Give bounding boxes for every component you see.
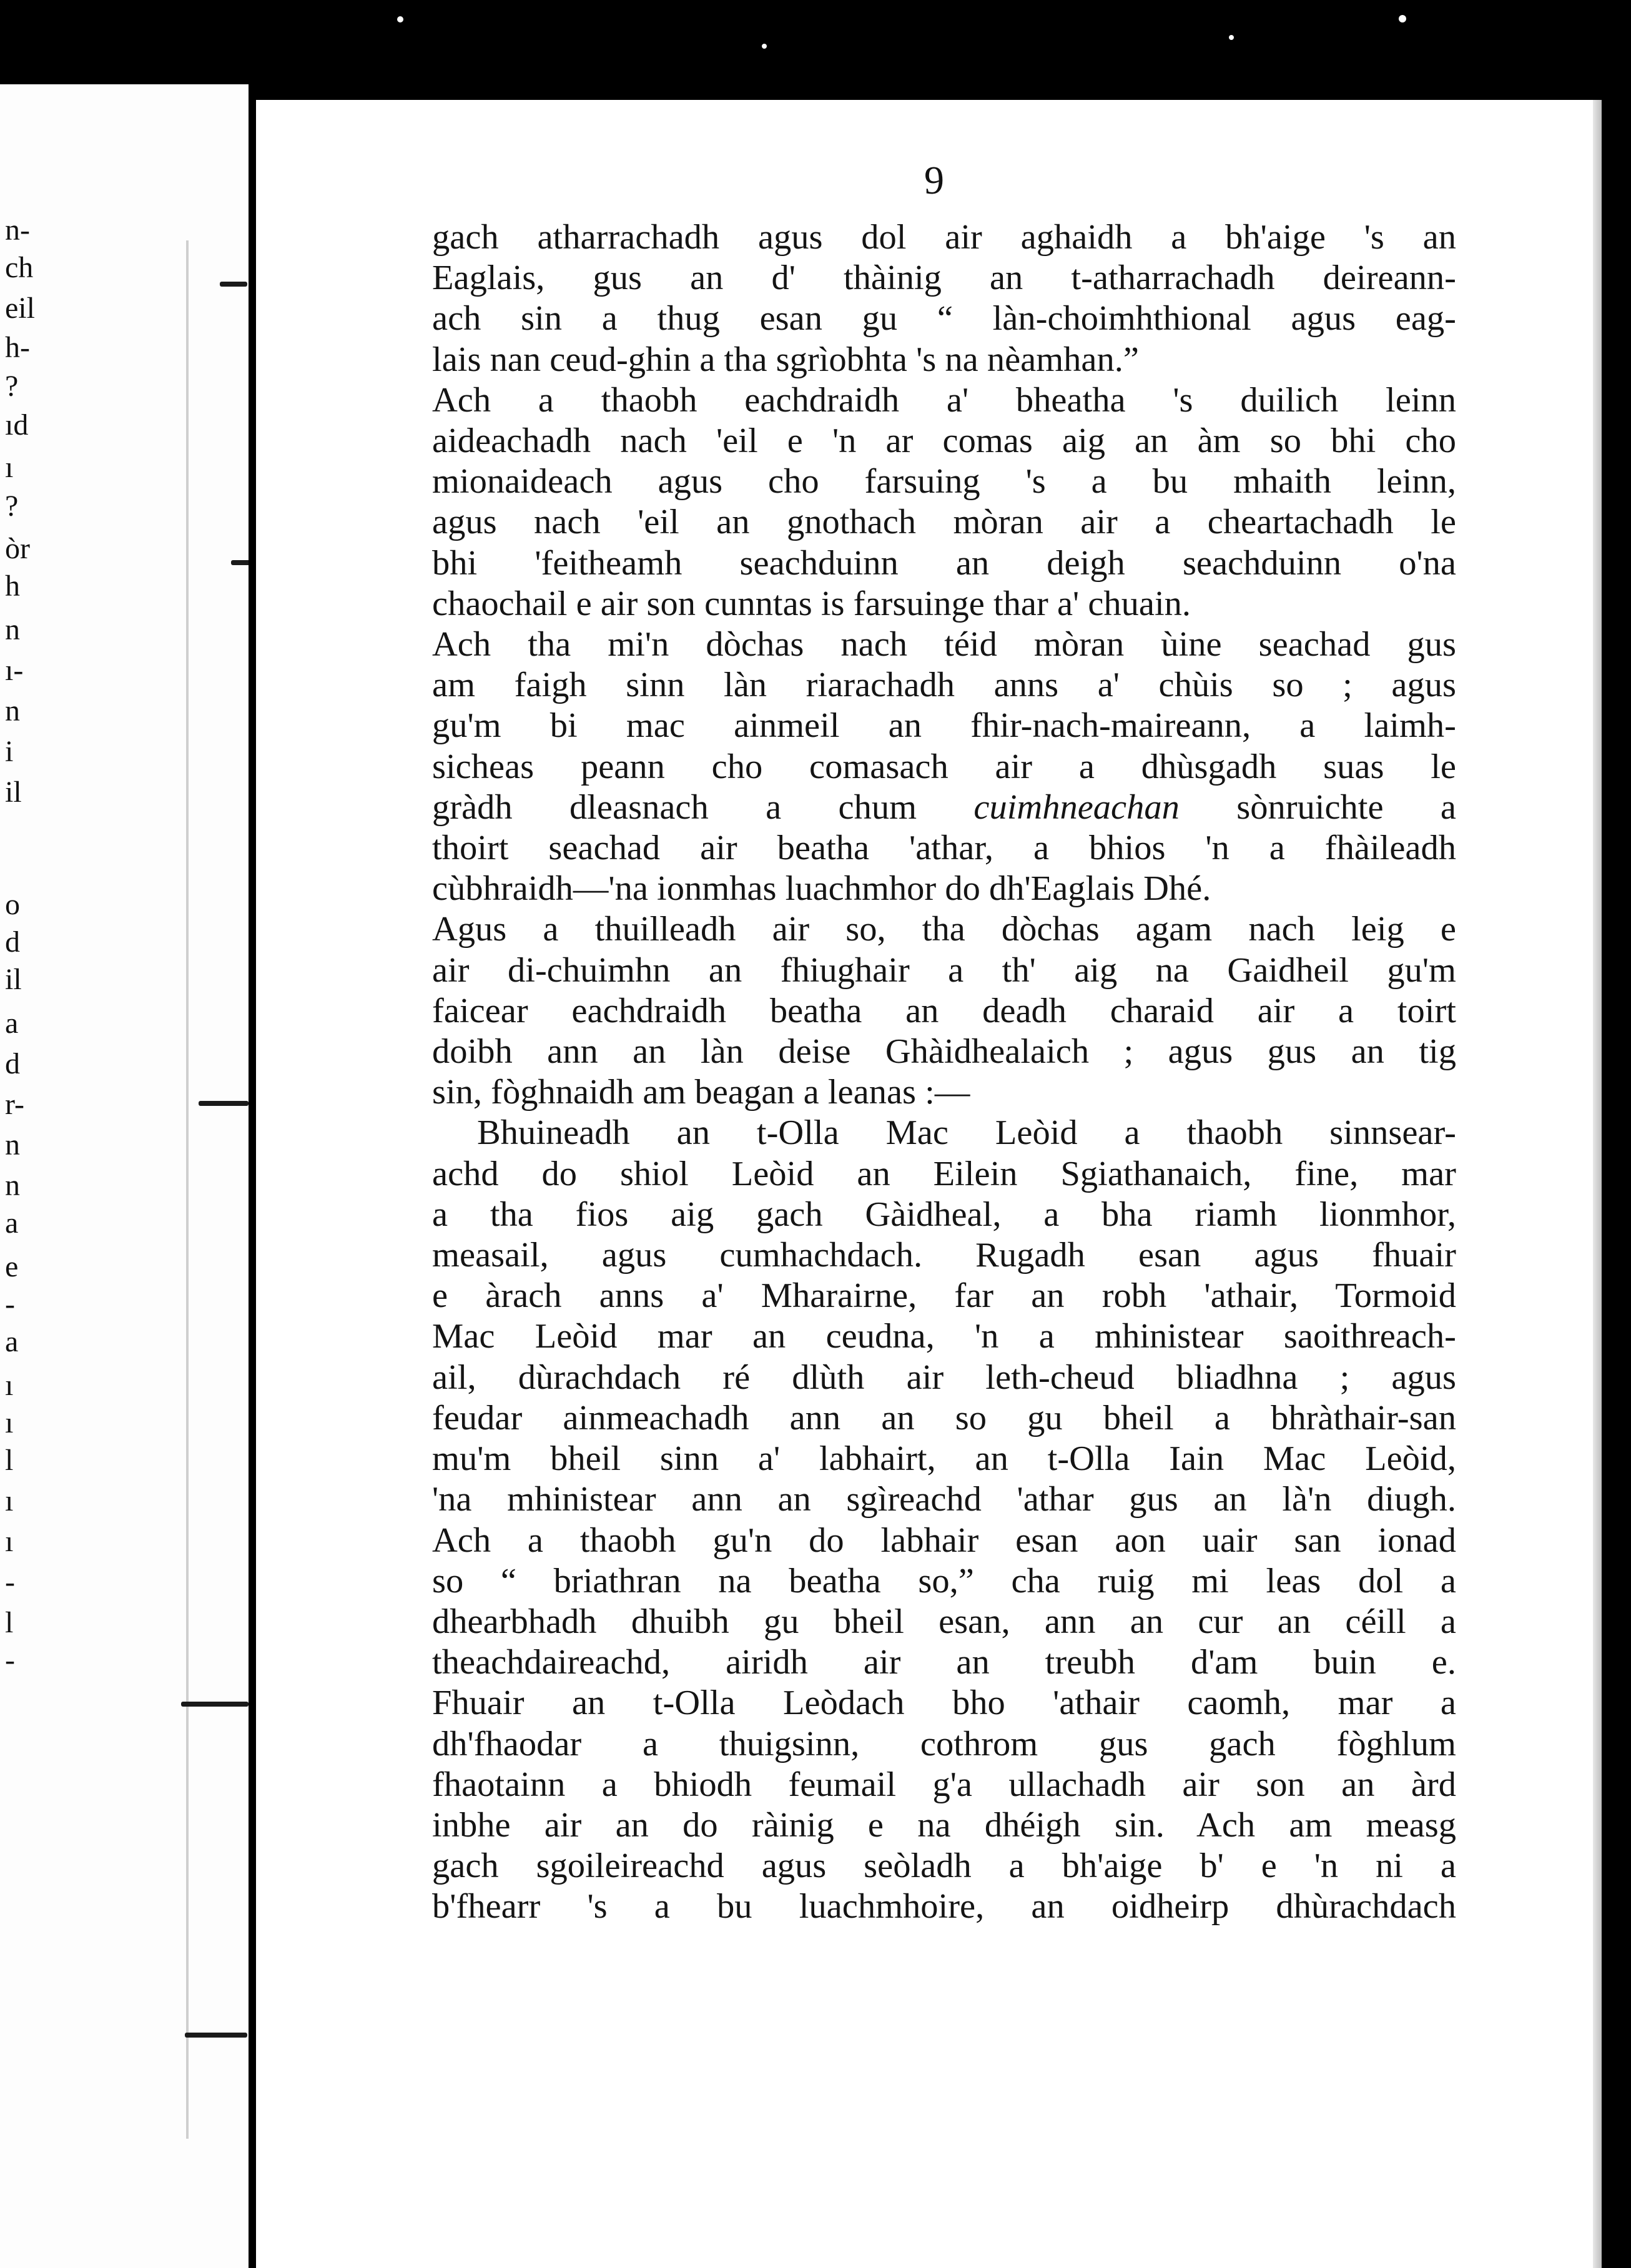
text-run: gu'm bi mac ainmeil an fhir-nach-maireann, a laimh-: [432, 706, 1456, 746]
text-run: faicear eachdraidh beatha an deadh charaid air a toirt: [432, 991, 1456, 1030]
previous-page-fragment: -: [5, 1644, 15, 1677]
dust-speck: [1399, 15, 1406, 22]
text-run: doibh ann an làn deise Ghàidhealaich ; agus gus an tig: [432, 1032, 1456, 1072]
text-line: [432, 950, 1456, 991]
text-run: sicheas peann cho comasach air a dhùsgadh suas le: [432, 747, 1456, 786]
previous-page-fragment: h: [5, 569, 20, 603]
text-run: am faigh sinn làn riarachadh anns a' chùis so ; agus: [432, 666, 1456, 705]
previous-page-fragment: d: [5, 925, 20, 959]
dust-speck: [1229, 35, 1234, 40]
previous-page-fragment: d: [5, 1047, 20, 1080]
text-line: [432, 1113, 1456, 1153]
text-run: Fhuair an t-Olla Leòdach bho 'athair caomh, mar a: [432, 1684, 1456, 1723]
text-run: Ach a thaobh eachdraidh a' bheatha 's duilich leinn: [432, 380, 1456, 420]
previous-page-fragment: ıd: [5, 408, 29, 441]
text-run: gach atharrachadh agus dol air aghaidh a bh'aige 's an: [432, 218, 1456, 257]
text-run: gach sgoileireachd agus seòladh a bh'aige b' e 'n ni a: [432, 1846, 1456, 1886]
text-run: air di-chuimhn an fhiughair a th' aig na Gaidheil gu'm: [432, 950, 1456, 990]
text-line: [432, 909, 1456, 950]
text-run: Mac Leòid mar an ceudna, 'n a mhinistear saoithreach-: [432, 1317, 1456, 1356]
text-run: measail, agus cumhachdach. Rugadh esan agus fhuair: [432, 1236, 1456, 1275]
text-run: mionaideach agus cho farsuing 's a bu mhaith leinn,: [432, 462, 1456, 501]
text-line: [432, 1316, 1456, 1357]
previous-page-fragment: n: [5, 1169, 20, 1202]
text-line: [432, 1602, 1456, 1642]
gutter-shadow: [186, 240, 189, 2139]
page-edge-shadow: [1593, 100, 1602, 2268]
text-run: Eaglais, gus an d' thàinig an t-atharrachadh deireann-: [432, 259, 1456, 298]
previous-page-fragment: -: [5, 1565, 15, 1599]
text-run: mu'm bheil sinn a' labhairt, an t-Olla Iain Mac Leòid,: [432, 1439, 1456, 1479]
text-line: [432, 1561, 1456, 1602]
page-number: 9: [924, 158, 944, 202]
text-line: [432, 380, 1456, 421]
text-run: thoirt seachad air beatha 'athar, a bhios 'n a fhàileadh: [432, 829, 1456, 868]
text-line: [432, 1479, 1456, 1520]
previous-page-fragment: r-: [5, 1088, 25, 1121]
binding-stitch: [185, 2033, 247, 2038]
text-run: bhi 'feitheamh seachduinn an deigh seachduinn o'na: [432, 543, 1456, 583]
previous-page-fragment: a: [5, 1206, 19, 1240]
text-line: [432, 1032, 1456, 1072]
binding-stitch: [181, 1702, 249, 1707]
text-run: so “ briathran na beatha so,” cha ruig mi leas dol a: [432, 1561, 1456, 1600]
text-run: dh'fhaodar a thuigsinn, cothrom gus gach fòghlum: [432, 1724, 1456, 1763]
text-run: agus nach 'eil an gnothach mòran air a cheartachadh le: [432, 503, 1456, 542]
previous-page-fragment: ı: [5, 451, 14, 484]
previous-page-fragment: eil: [5, 292, 35, 325]
dust-speck: [397, 16, 403, 22]
previous-page-fragment: ?: [5, 370, 19, 403]
text-line: [432, 1521, 1456, 1561]
text-line: [432, 1235, 1456, 1276]
previous-page-fragment: l: [5, 1444, 14, 1477]
previous-page-fragment: -: [5, 1288, 15, 1321]
text-run: cùbhraidh—'na ionmhas luachmhor do dh'Eaglais Dhé.: [432, 869, 1211, 909]
text-run: ach sin a thug esan gu “ làn-choimhthional agus eag-: [432, 299, 1456, 338]
previous-page-fragment: n: [5, 694, 20, 727]
previous-page-fragment: h-: [5, 331, 30, 364]
text-line: [432, 1846, 1456, 1886]
text-line: [432, 1358, 1456, 1398]
previous-page-fragment: n: [5, 613, 20, 646]
previous-page-fragment: ı: [5, 1369, 14, 1402]
text-run: Ach tha mi'n dòchas nach téid mòran ùine seachad gus: [432, 625, 1456, 664]
text-line: [432, 217, 1456, 258]
text-run: 'na mhinistear ann an sgìreachd 'athar gus an là'n diugh.: [432, 1480, 1456, 1519]
text-line: [432, 1683, 1456, 1723]
text-line: [432, 1886, 1456, 1927]
text-line: [432, 665, 1456, 706]
text-line: [432, 1805, 1456, 1846]
text-line: [432, 1276, 1456, 1316]
text-line: [432, 747, 1456, 787]
previous-page-fragment: ı-: [5, 654, 24, 687]
text-line: [432, 461, 1456, 502]
text-run: Ach a thaobh gu'n do labhair esan aon uair san ionad: [432, 1521, 1456, 1560]
previous-page-fragment: il: [5, 963, 22, 996]
previous-page-edge: [0, 84, 249, 2268]
previous-page-fragment: ?: [5, 490, 19, 523]
text-run: theachdaireachd, airidh air an treubh d'am buin e.: [432, 1643, 1456, 1682]
text-line: [432, 706, 1456, 746]
previous-page-fragment: ch: [5, 251, 34, 284]
text-run: aideachadh nach 'eil e 'n ar comas aig an àm so bhi cho: [432, 422, 1456, 461]
text-run: a tha fios aig gach Gàidheal, a bha riamh lionmhor,: [432, 1195, 1456, 1234]
previous-page-fragment: l: [5, 1606, 14, 1639]
text-run: ail, dùrachdach ré dlùth air leth-cheud bliadhna ; agus: [432, 1358, 1456, 1397]
text-line: [432, 1765, 1456, 1805]
binding-stitch: [199, 1101, 249, 1106]
binding-stitch: [220, 282, 247, 287]
text-line: [432, 340, 1456, 380]
text-run: inbhe air an do ràinig e na dhéigh sin. Ach am measg: [432, 1805, 1456, 1845]
dust-speck: [923, 104, 929, 110]
previous-page-fragment: n-: [5, 214, 30, 247]
text-line: [432, 1439, 1456, 1479]
previous-page-fragment: i: [5, 735, 14, 768]
text-run: lais nan ceud-ghin a tha sgrìobhta 's na nèamhan.”: [432, 340, 1139, 379]
text-line: [432, 298, 1456, 339]
binding-stitch: [231, 560, 249, 565]
previous-page-fragment: e: [5, 1250, 19, 1283]
text-line: [432, 1398, 1456, 1439]
text-run: feudar ainmeachadh ann an so gu bheil a bhràthair-san: [432, 1398, 1456, 1437]
page-body-text: [432, 217, 1456, 1928]
text-line: [432, 1154, 1456, 1195]
text-line: [432, 1642, 1456, 1683]
text-line: [432, 991, 1456, 1032]
previous-page-fragment: òr: [5, 532, 30, 565]
previous-page-fragment: ı: [5, 1484, 14, 1517]
text-line: [432, 258, 1456, 298]
text-line: [432, 1195, 1456, 1235]
text-run: sin, fòghnaidh am beagan a leanas :—: [432, 1073, 970, 1112]
text-run: Bhuineadh an t-Olla Mac Leòid a thaobh sinnsear-: [477, 1113, 1456, 1153]
text-run: sònruichte a: [1179, 787, 1456, 827]
text-run: gràdh dleasnach a chum: [432, 787, 974, 827]
text-run: Agus a thuilleadh air so, tha dòchas agam nach leig e: [432, 910, 1456, 949]
previous-page-fragment: il: [5, 776, 22, 809]
text-line: [432, 624, 1456, 665]
text-line: [432, 1072, 1456, 1113]
text-line: [432, 869, 1456, 909]
text-line: [432, 502, 1456, 543]
text-run: achd do shiol Leòid an Eilein Sgiathanaich, fine, mar: [432, 1154, 1456, 1193]
text-line: [432, 421, 1456, 461]
text-run: dhearbhadh dhuibh gu bheil esan, ann an cur an céill a: [432, 1602, 1456, 1641]
previous-page-fragment: a: [5, 1325, 19, 1358]
text-line: [432, 787, 1456, 828]
text-line: [432, 828, 1456, 869]
book-page: [256, 100, 1602, 2268]
previous-page-fragment: ı: [5, 1406, 14, 1439]
previous-page-fragment: n: [5, 1128, 20, 1161]
text-run: chaochail e air son cunntas is farsuinge thar a' chuain.: [432, 584, 1191, 623]
text-run: b'fhearr 's a bu luachmhoire, an oidheirp dhùrachdach: [432, 1887, 1456, 1926]
emphasized-word: cuimhneachan: [973, 787, 1180, 827]
dust-speck: [762, 44, 767, 49]
previous-page-fragment: a: [5, 1007, 19, 1040]
text-line: [432, 543, 1456, 584]
previous-page-fragment: ı: [5, 1525, 14, 1558]
text-line: [432, 1724, 1456, 1765]
text-run: fhaotainn a bhiodh feumail g'a ullachadh air son an àrd: [432, 1765, 1456, 1804]
previous-page-fragment: o: [5, 888, 20, 921]
text-run: e àrach anns a' Mharairne, far an robh 'athair, Tormoid: [432, 1276, 1456, 1316]
text-line: [432, 584, 1456, 624]
